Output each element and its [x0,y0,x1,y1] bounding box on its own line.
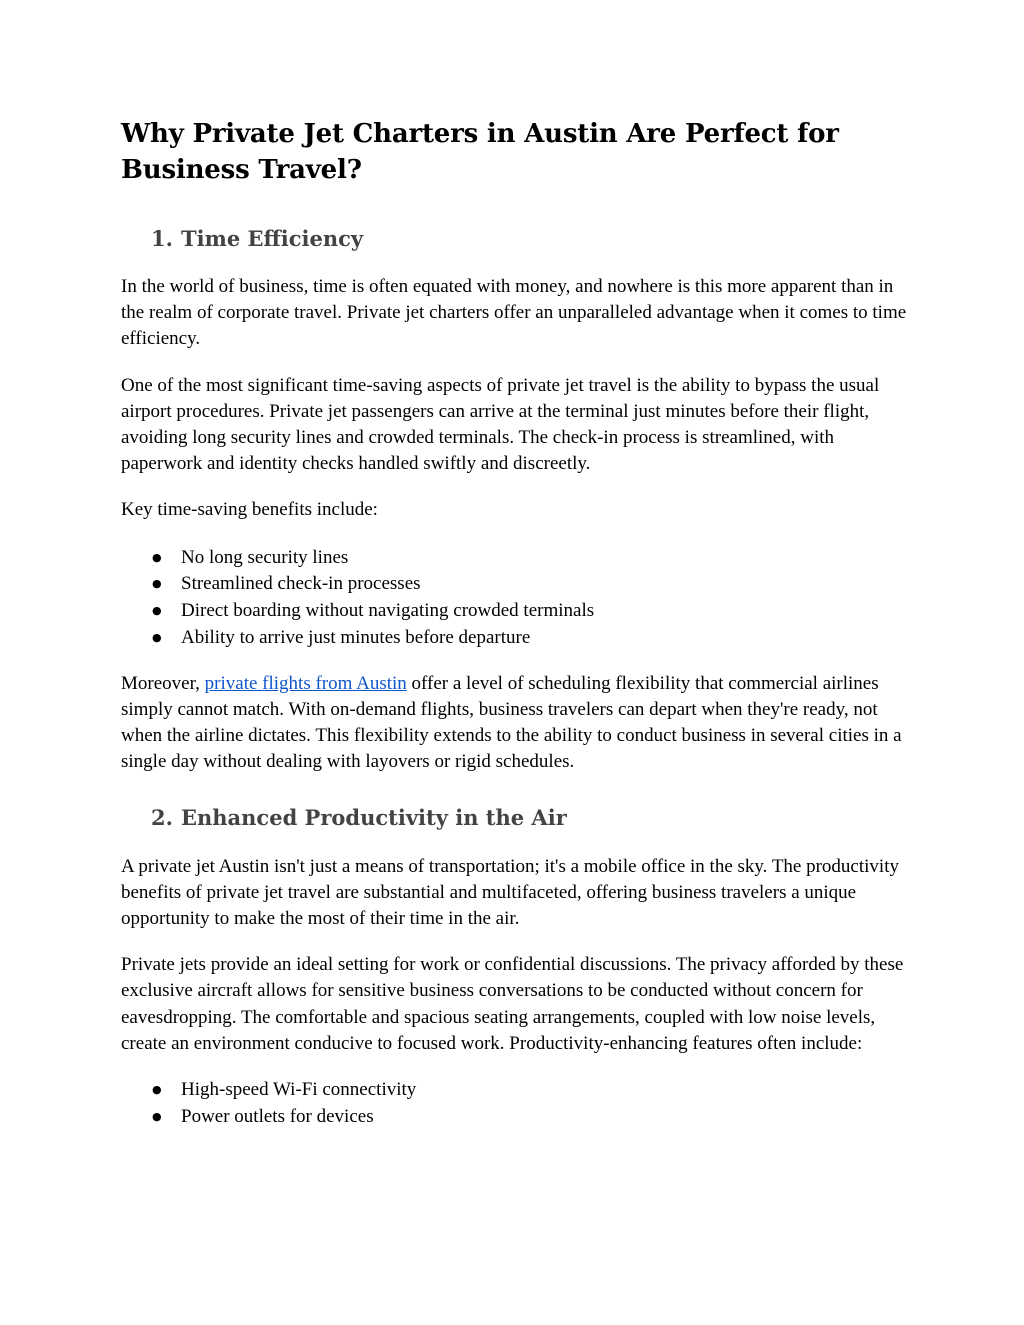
list-item: ● Power outlets for devices [121,1104,911,1131]
bullet-icon: ● [152,604,162,618]
paragraph: One of the most significant time-saving aspects of private jet travel is the ability to bypass the usual airport procedures. Private jet passengers can arrive at the terminal just minutes before their flight, avoiding long security lines and crowded terminals. The check-in process is streamlined, with paperwork and identity checks handled swiftly and discreetly. [121,374,880,475]
section-heading-text: Enhanced Productivity in the Air [181,804,567,830]
bullet-icon: ● [152,1109,162,1123]
section-heading-time-efficiency [121,225,911,253]
paragraph: Key time-saving benefits include: [121,499,378,521]
document-title: Why Private Jet Charters in Austin Are Perfect for Business Travel? [121,119,839,185]
paragraph: In the world of business, time is often equated with money, and nowhere is this more apparent than in the realm of corporate travel. Private jet charters offer an unparalleled advantage when it comes to time efficiency. [121,276,907,350]
paragraph-with-link: Moreover, private flights from Austin offer a level of scheduling flexibility that commercial airlines simply cannot match. With on-demand flights, business travelers can depart when they're ready, not when the airline dictates. This flexibility extends to the ability to conduct business in several cities in a single day without dealing with layovers or rigid schedules. [121,672,902,773]
list-item: ● Streamlined check-in processes [121,571,911,598]
list-item: ● High-speed Wi-Fi connectivity [121,1077,911,1104]
section-heading-productivity [121,804,911,832]
section-number: 2. [151,804,173,830]
list-item: ● Direct boarding without navigating crowded terminals [121,598,911,625]
bullet-icon: ● [152,1083,162,1097]
private-flights-link[interactable]: private flights from Austin [204,672,407,694]
paragraph: Private jets provide an ideal setting for work or confidential discussions. The privacy afforded by these exclusive aircraft allows for sensitive business conversations to be conducted without concern for eavesdropping. The comfortable and spacious seating arrangements, coupled with low noise levels, create an environment conducive to focused work. Productivity-enhancing features often include: [121,954,904,1054]
list-item: ● Ability to arrive just minutes before departure [121,625,911,652]
document-content [121,116,911,1131]
bullet-list-time-saving [121,545,911,652]
bullet-list-productivity [121,1077,911,1131]
section-heading-text: Time Efficiency [181,226,364,251]
list-item: ● No long security lines [121,545,911,572]
bullet-icon: ● [152,577,162,591]
section-number: 1. [151,226,173,251]
bullet-icon: ● [152,631,162,645]
paragraph: A private jet Austin isn't just a means of transportation; it's a mobile office in the sky. The productivity benefits of private jet travel are substantial and multifaceted, offering business travelers a unique opportunity to make the most of their time in the air. [121,855,899,930]
bullet-icon: ● [152,550,162,564]
